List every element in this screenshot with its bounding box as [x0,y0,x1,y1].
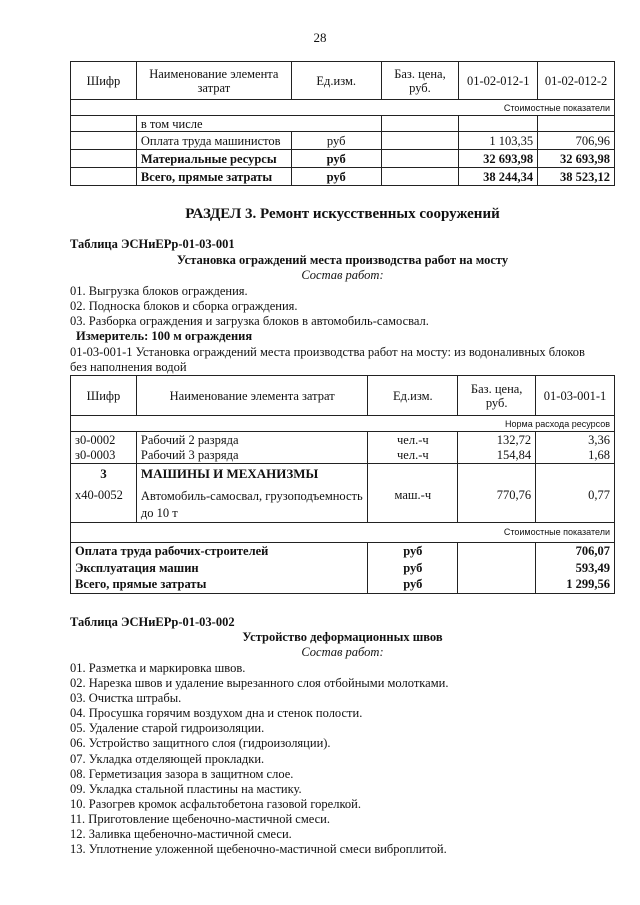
header-unit: Ед.изм. [368,376,458,416]
work-item: 05. Удаление старой гидроизоляции. [70,721,265,736]
works-list [70,661,448,857]
row-name [136,484,368,523]
work-item: 08. Герметизация зазора в защитном слое. [70,766,294,781]
total-unit: руб [368,559,458,576]
header-code: Шифр [71,62,137,100]
row-value: 0,77 [536,484,615,523]
total-value: 706,07 [536,542,615,559]
table-label-01-03-002: Таблица ЭСНиЕРр-01-03-002 [70,615,235,629]
table-row [71,432,615,448]
work-item: 06. Устройство защитного слоя (гидроизоляции). [70,736,331,751]
total-unit: руб [368,576,458,593]
row-name-line1: Автомобиль-самосвал, грузоподъемность [140,488,363,503]
cost-table-01-02-012 [70,61,615,186]
table-row [71,542,615,559]
row-unit: чел.-ч [368,432,458,448]
resource-table-01-03-001 [70,375,615,594]
row-value-2: 38 523,12 [538,168,615,186]
row-code: з0-0002 [71,432,137,448]
header-name: Наименование элемента затрат [136,62,291,100]
row-name: в том числе [136,116,381,132]
description-line: без наполнения водой [70,360,187,374]
header-col2: 01-02-012-2 [538,62,615,100]
row-value-2: 32 693,98 [538,150,615,168]
subheader-cost: Стоимостные показатели [71,522,615,542]
works-heading: Состав работ: [301,268,384,282]
row-value-2: 706,96 [538,132,615,150]
work-item: 02. Нарезка швов и удаление вырезанного слоя отбойными молотками. [70,676,449,691]
work-item: 12. Заливка щебеночно-мастичной смеси. [70,827,292,842]
works-heading: Состав работ: [301,645,384,659]
page-number: 28 [313,30,327,45]
total-name: Всего, прямые затраты [71,576,368,593]
block-title-01-03-002: Устройство деформационных швов [242,630,443,644]
work-item: 01. Разметка и маркировка швов. [70,661,246,675]
row-code: з0-0003 [71,448,137,464]
work-item: 07. Укладка отделяющей прокладки. [70,751,265,766]
section-title: РАЗДЕЛ 3. Ремонт искусственных сооружений [185,206,500,222]
header-unit: Ед.изм. [291,62,381,100]
row-value: 3,36 [536,432,615,448]
row-price: 770,76 [458,484,536,523]
table-row [71,116,615,132]
work-item: 01. Выгрузка блоков ограждения. [70,284,248,298]
table-row [71,448,615,464]
subheader-norm: Норма расхода ресурсов [71,416,615,432]
row-unit: руб [291,168,381,186]
header-price: Баз. цена, руб. [381,62,459,100]
description-line: 01-03-001-1 Установка ограждений места производства работ на мосту: из водоналивных блоков [70,345,585,359]
table-row [71,484,615,523]
row-name: Материальные ресурсы [136,150,291,168]
measure: Измеритель: 100 м ограждения [76,329,253,343]
row-name: Оплата труда машинистов [136,132,291,150]
total-name: Оплата труда рабочих-строителей [71,542,368,559]
total-unit: руб [368,542,458,559]
row-name: Всего, прямые затраты [136,168,291,186]
header-price: Баз. цена, руб. [458,376,536,416]
table-row [71,559,615,576]
header-col1: 01-02-012-1 [459,62,538,100]
table-header-row [71,62,615,100]
subheader-cost: Стоимостные показатели [71,100,615,116]
row-unit: маш.-ч [368,484,458,523]
block-title-01-03-001: Установка ограждений места производства работ на мосту [176,253,509,267]
total-name: Эксплуатация машин [71,559,368,576]
group-title: МАШИНЫ И МЕХАНИЗМЫ [136,464,368,484]
row-unit: руб [291,150,381,168]
work-item: 09. Укладка стальной пластины на мастику. [70,781,302,796]
total-value: 1 299,56 [536,576,615,593]
table-row [71,576,615,593]
row-price: 132,72 [458,432,536,448]
work-item: 11. Приготовление щебеночно-мастичной смеси. [70,811,330,826]
subheader-row [71,522,615,542]
row-unit: руб [291,132,381,150]
table-row [71,150,615,168]
group-row [71,464,615,484]
row-value-1: 1 103,35 [459,132,538,150]
row-value-1: 32 693,98 [459,150,538,168]
subheader-row [71,416,615,432]
row-unit: чел.-ч [368,448,458,464]
group-number: 3 [71,464,137,484]
table-row [71,132,615,150]
row-code: х40-0052 [71,484,137,523]
table-header-row [71,376,615,416]
work-item: 10. Разогрев кромок асфальтобетона газовой горелкой. [70,796,361,811]
total-value: 593,49 [536,559,615,576]
work-item: 03. Разборка ограждения и загрузка блоков в автомобиль-самосвал. [70,314,429,328]
table-row [71,168,615,186]
header-code: Шифр [71,376,137,416]
header-name: Наименование элемента затрат [136,376,368,416]
work-item: 02. Подноска блоков и сборка ограждения. [70,299,298,313]
header-col1: 01-03-001-1 [536,376,615,416]
table-label-01-03-001: Таблица ЭСНиЕРр-01-03-001 [70,237,235,251]
row-value-1: 38 244,34 [459,168,538,186]
row-name: Рабочий 3 разряда [136,448,368,464]
work-item: 04. Просушка горячим воздухом дна и стенок полости. [70,706,363,721]
work-item: 03. Очистка штрабы. [70,691,182,706]
subheader-row [71,100,615,116]
row-name: Рабочий 2 разряда [136,432,368,448]
row-price: 154,84 [458,448,536,464]
row-name-line2: до 10 т [140,505,178,520]
row-value: 1,68 [536,448,615,464]
work-item: 13. Уплотнение уложенной щебеночно-мастичной смеси виброплитой. [70,842,447,857]
